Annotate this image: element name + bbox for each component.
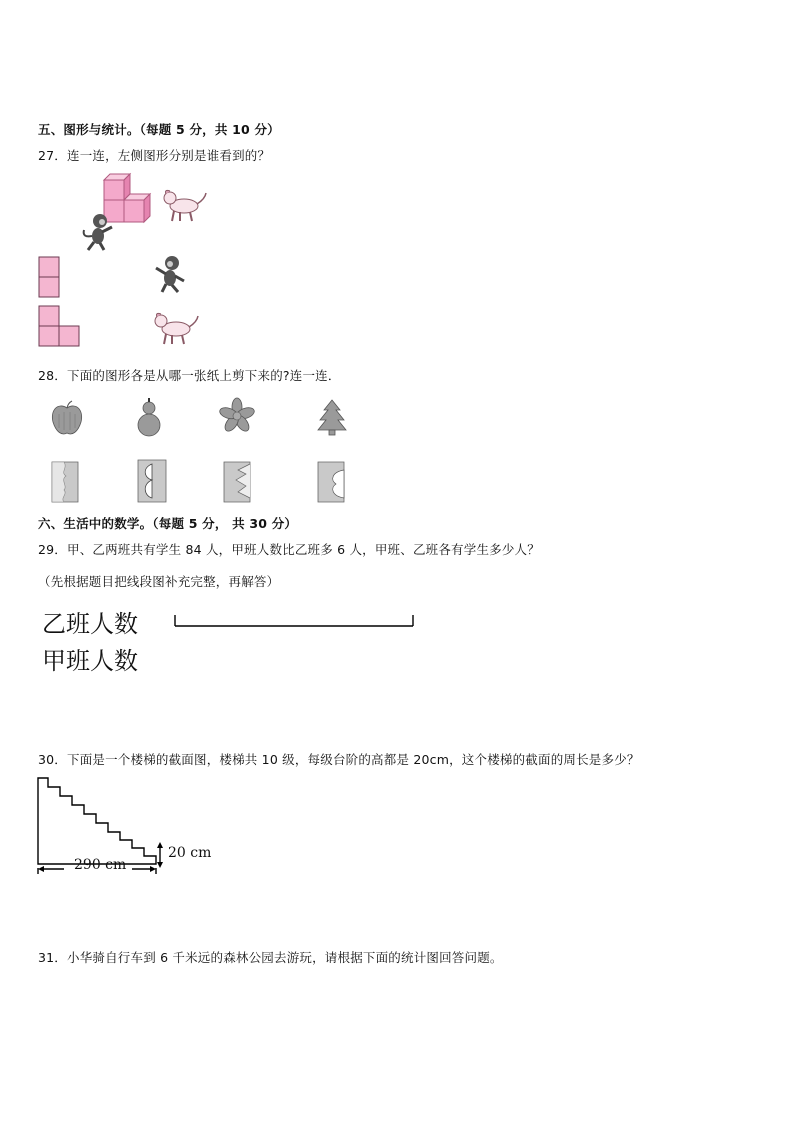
class-a-label: 甲班人数: [42, 647, 138, 675]
paper-option-3[interactable]: [222, 460, 252, 504]
class-b-label: 乙班人数: [42, 610, 138, 638]
tree-cutout-icon[interactable]: [316, 398, 348, 436]
monkey-icon: [78, 212, 118, 252]
flower-cutout-icon[interactable]: [220, 398, 254, 434]
class-b-segment[interactable]: [170, 614, 420, 630]
question-31-text: 31．小华骑自行车到 6 千米远的森林公园去游玩，请根据下面的统计图回答问题。: [38, 950, 503, 965]
question-28-text: 28．下面的图形各是从哪一张纸上剪下来的?连一连．: [38, 368, 341, 383]
section-5-title: 五、图形与统计。（每题 5 分，共 10 分）: [38, 122, 280, 137]
dog-icon: [162, 189, 208, 225]
view-shape-vertical-two-squares[interactable]: [38, 256, 62, 300]
view-shape-l-shape[interactable]: [38, 305, 84, 351]
section-6-title: 六、生活中的数学。（每题 5 分， 共 30 分）: [38, 516, 298, 531]
stair-step-height-label: 20 cm: [168, 845, 212, 861]
gourd-cutout-icon[interactable]: [134, 398, 164, 438]
paper-option-1[interactable]: [50, 460, 80, 504]
stair-width-label: 290 cm: [74, 857, 127, 873]
paper-option-2[interactable]: [136, 458, 170, 504]
paper-option-4[interactable]: [316, 460, 346, 504]
apple-cutout-icon[interactable]: [50, 400, 84, 438]
question-30-text: 30．下面是一个楼梯的截面图，楼梯共 10 级，每级台阶的高都是 20cm，这个楼梯的截面的周长是多少？: [38, 752, 640, 767]
question-29-text: 29．甲、乙两班共有学生 84 人，甲班人数比乙班多 6 人，甲班、乙班各有学生多少人？: [38, 542, 540, 557]
dog-option-icon[interactable]: [152, 312, 200, 348]
monkey-option-icon[interactable]: [150, 254, 190, 294]
question-27-text: 27．连一连，左侧图形分别是谁看到的？: [38, 148, 271, 163]
question-29-hint: （先根据题目把线段图补充完整，再解答）: [38, 574, 280, 589]
